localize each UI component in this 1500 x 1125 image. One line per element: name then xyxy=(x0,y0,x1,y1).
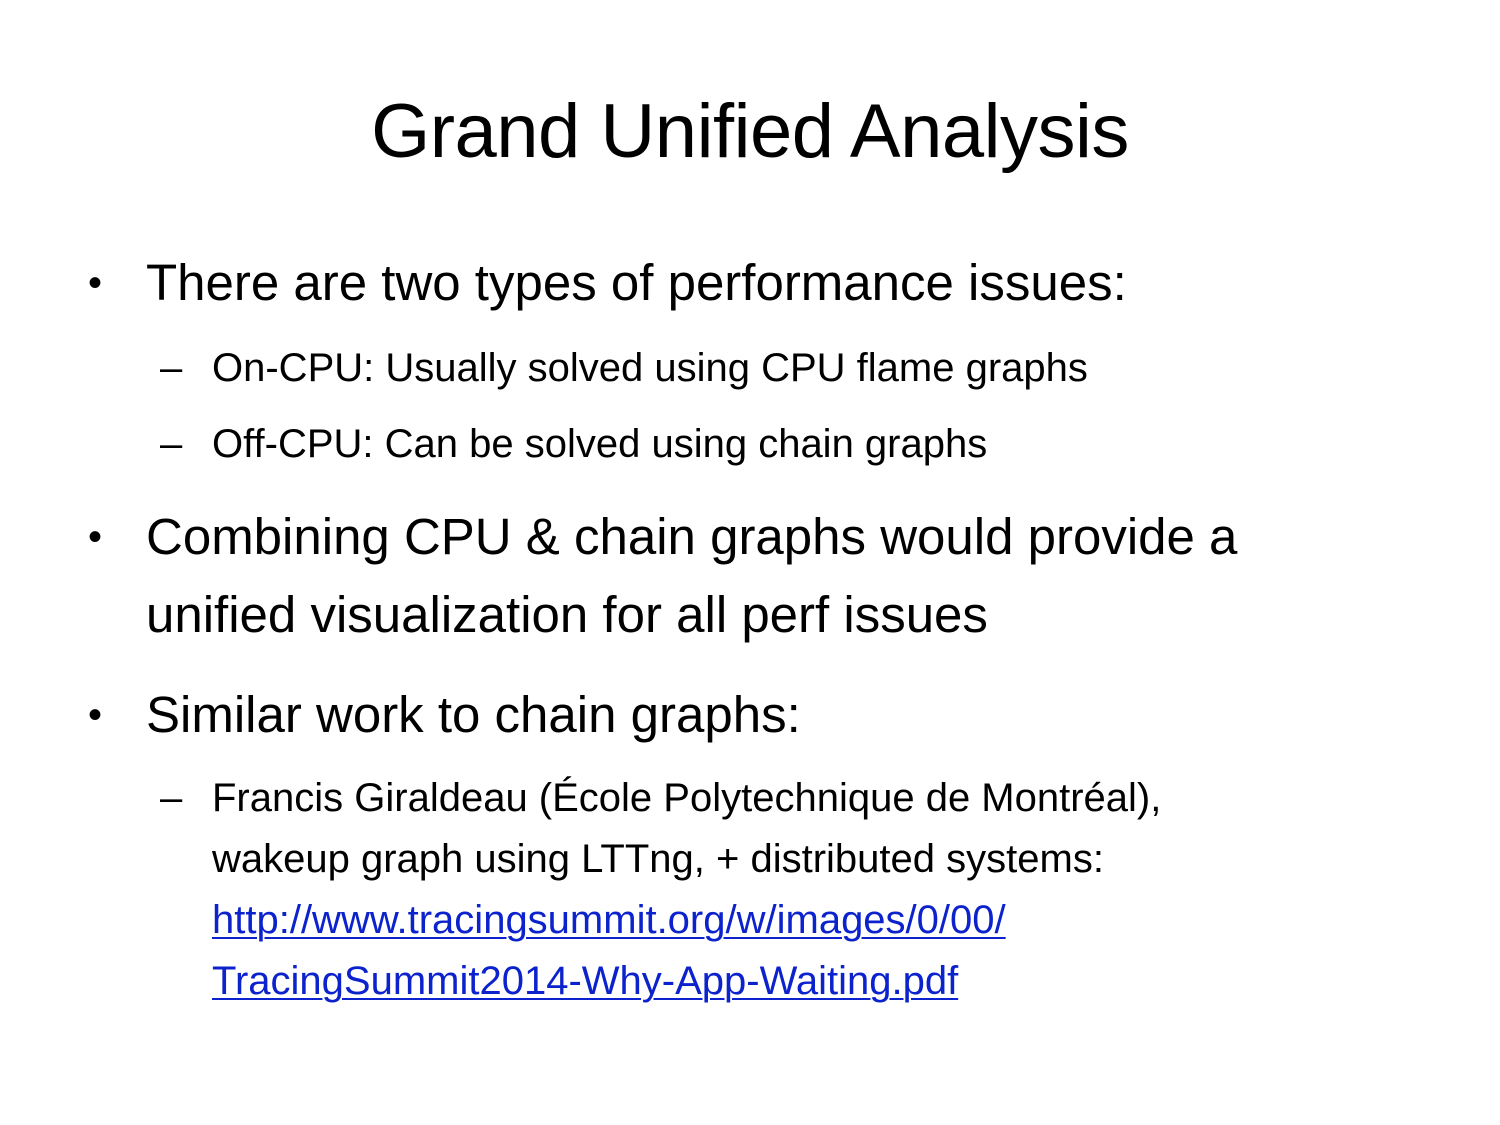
bullet-text: There are two types of performance issues: xyxy=(146,254,1127,311)
subbullet-text-line1: Francis Giraldeau (École Polytechnique de Montréal), xyxy=(212,776,1162,820)
bullet-performance-issues xyxy=(88,244,1418,322)
subbullet-text-line2: wakeup graph using LTTng, + distributed systems: xyxy=(212,837,1104,881)
dash-marker: – xyxy=(160,346,183,390)
bullet-marker: • xyxy=(88,693,103,737)
subbullet-text: Off-CPU: Can be solved using chain graphs xyxy=(212,422,988,466)
bullet-text-line1: Combining CPU & chain graphs would provide a xyxy=(146,508,1238,565)
bullet-combining-graphs xyxy=(88,498,1418,654)
bullet-marker: • xyxy=(88,261,103,305)
dash-marker: – xyxy=(160,776,183,820)
subbullet-off-cpu xyxy=(88,412,1418,476)
subbullet-giraldeau xyxy=(88,768,1418,1012)
bullet-similar-work xyxy=(88,676,1418,754)
slide-title: Grand Unified Analysis xyxy=(371,89,1129,174)
bullet-marker: • xyxy=(88,515,103,559)
slide-content xyxy=(88,244,1418,1012)
link-text-line1[interactable]: http://www.tracingsummit.org/w/images/0/00/ xyxy=(212,898,1006,942)
subbullet-text: On-CPU: Usually solved using CPU flame graphs xyxy=(212,346,1088,390)
bullet-text: Similar work to chain graphs: xyxy=(146,686,801,743)
bullet-text-line2: unified visualization for all perf issues xyxy=(146,586,988,643)
tracing-summit-link[interactable] xyxy=(212,890,1418,1012)
link-text-line2[interactable]: TracingSummit2014-Why-App-Waiting.pdf xyxy=(212,959,959,1003)
subbullet-on-cpu xyxy=(88,336,1418,400)
dash-marker: – xyxy=(160,422,183,466)
